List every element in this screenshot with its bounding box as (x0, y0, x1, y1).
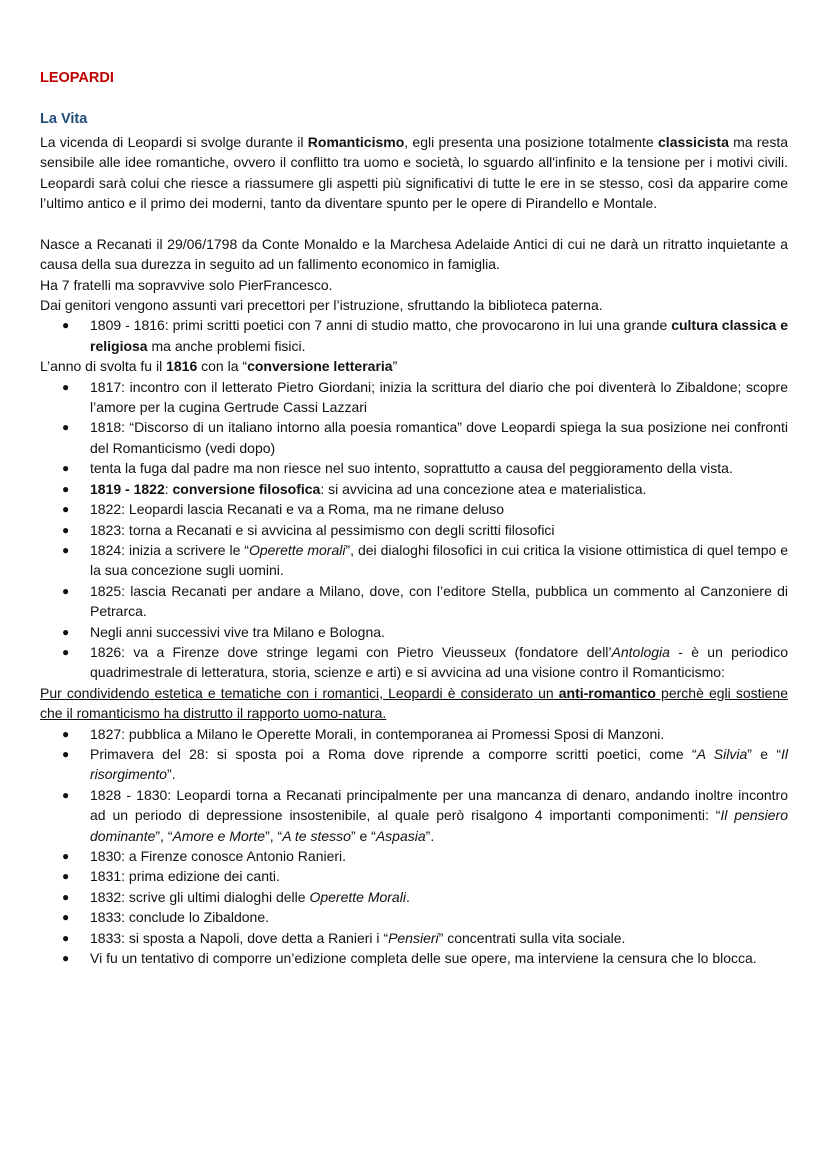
paragraph (40, 275, 788, 295)
text-run: perchè egli sostiene che il romanticismo ha distrutto il rapporto uomo-natura. (40, 684, 788, 722)
text-run: Pur condividendo estetica e tematiche con i romantici, Leopardi è considerato un (40, 684, 559, 701)
list-item (40, 540, 788, 581)
italic-text: A Silvia (696, 745, 748, 762)
bullet-icon: ● (62, 869, 70, 884)
list-item (40, 785, 788, 846)
list-item (40, 622, 788, 642)
text-run: ” e “ (350, 827, 376, 844)
list-item (40, 417, 788, 458)
document-page (40, 68, 788, 968)
list-item (40, 846, 788, 866)
italic-text: Operette Morali (309, 888, 406, 905)
paragraph (40, 234, 788, 275)
bullet-icon: ● (62, 746, 70, 761)
text-run: 1832: scrive gli ultimi dialoghi delle (90, 888, 310, 905)
text-run: 1828 - 1830: Leopardi torna a Recanati principalmente per una mancanza di denaro, andando inoltre incontro ad un periodo di depressione insostenibile, al quale però risalgono 4 importanti componimenti: “ (90, 786, 788, 824)
bullet-icon: ● (62, 502, 70, 517)
text-run: ma anche problemi fisici. (147, 337, 306, 354)
list-item (40, 887, 788, 907)
text-run: ”. (167, 766, 176, 783)
paragraph (40, 683, 788, 724)
bullet-icon: ● (62, 787, 70, 802)
list-item (40, 315, 788, 356)
bold-text: classicista (658, 133, 729, 150)
text-run: 1825: lascia Recanati per andare a Milano, dove, con l’editore Stella, pubblica un commento al Canzoniere di Petrarca. (90, 582, 788, 620)
list-item (40, 642, 788, 683)
bullet-icon: ● (62, 951, 70, 966)
list-item (40, 499, 788, 519)
text-run: 1833: conclude lo Zibaldone. (90, 909, 270, 926)
text-run: Nasce a Recanati il 29/06/1798 da Conte Monaldo e la Marchesa Adelaide Antici di cui ne darà un ritratto inquietante a causa della sua durezza in seguito ad un fallimento economico in famiglia. (40, 235, 788, 273)
bold-text: conversione letteraria (247, 358, 393, 375)
bullet-icon: ● (62, 522, 70, 537)
text-run: ”, “ (155, 827, 173, 844)
italic-text: Il pensiero dominante (90, 807, 789, 844)
text-run: ” concentrati sulla vita sociale. (438, 929, 626, 946)
list-item (40, 458, 788, 478)
bullet-icon: ● (62, 726, 70, 741)
list-item (40, 581, 788, 622)
text-run: La vicenda di Leopardi si svolge durante il (40, 133, 308, 150)
text-run: . (405, 888, 410, 905)
text-run: ” (392, 358, 398, 375)
text-run: Dai genitori vengono assunti vari precettori per l’istruzione, sfruttando la biblioteca paterna. (40, 297, 603, 314)
text-run: 1833: si sposta a Napoli, dove detta a Ranieri i “ (90, 929, 389, 946)
text-run: , egli presenta una posizione totalmente (404, 133, 659, 150)
bullet-icon: ● (62, 644, 70, 659)
bullet-icon: ● (62, 930, 70, 945)
text-run: Ha 7 fratelli ma sopravvive solo PierFrancesco. (40, 276, 333, 293)
document-body (40, 132, 788, 969)
text-run: L’anno di svolta fu il (40, 358, 167, 375)
text-run: 1824: inizia a scrivere le “ (90, 541, 249, 558)
bold-text: conversione filosofica (172, 480, 321, 497)
bullet-icon: ● (62, 481, 70, 496)
text-run: 1831: prima edizione dei canti. (90, 868, 280, 885)
list-item (40, 928, 788, 948)
italic-text: Antologia (611, 643, 670, 660)
list-item (40, 744, 788, 785)
text-run: ”, dei dialoghi filosofici in cui critica la visione ottimistica di quel tempo e la sua concezione sugli uomini. (90, 541, 788, 579)
section-heading: La Vita (40, 111, 88, 128)
bold-text: Romanticismo (307, 133, 405, 150)
text-run: 1830: a Firenze conosce Antonio Ranieri. (90, 848, 347, 865)
list-item (40, 520, 788, 540)
text-run: : si avvicina ad una concezione atea e materialistica. (320, 480, 647, 497)
text-run: tenta la fuga dal padre ma non riesce nel suo intento, soprattutto a causa del peggioramento della vista. (90, 460, 733, 477)
paragraph (40, 132, 788, 214)
bold-text: 1819 - 1822 (90, 480, 165, 497)
bullet-icon: ● (62, 583, 70, 598)
bullet-icon: ● (62, 542, 70, 557)
text-run: ”, “ (265, 827, 283, 844)
bullet-icon: ● (62, 910, 70, 925)
paragraph (40, 356, 788, 376)
list-item (40, 724, 788, 744)
text-run: : (164, 480, 173, 497)
text-run: 1817: incontro con il letterato Pietro Giordani; inizia la scrittura del diario che poi diventerà lo Zibaldone; scopre l’amore per la cugina Gertrude Cassi Lazzari (90, 378, 788, 416)
blank-line (40, 213, 788, 233)
list-item (40, 479, 788, 499)
paragraph (40, 295, 788, 315)
text-run: Vi fu un tentativo di comporre un’edizione completa delle sue opere, ma interviene la censura che lo blocca. (90, 950, 757, 967)
text-run: 1822: Leopardi lascia Recanati e va a Roma, ma ne rimane deluso (90, 501, 505, 518)
text-run: 1809 - 1816: primi scritti poetici con 7 anni di studio matto, che provocarono in lui una grande (90, 317, 672, 334)
bullet-icon: ● (62, 889, 70, 904)
text-run: Primavera del 28: si sposta poi a Roma dove riprende a comporre scritti poetici, come “ (90, 745, 697, 762)
bullet-icon: ● (62, 624, 70, 639)
bold-text: cultura classica e religiosa (90, 317, 788, 354)
list-item (40, 377, 788, 418)
text-run: con la “ (197, 358, 248, 375)
text-run: - è un periodico quadrimestrale di letteratura, storia, scienze e arti) e si avvicina ad una visione contro il Romanticismo: (90, 643, 788, 681)
italic-text: Operette morali (248, 541, 346, 558)
italic-text: A te stesso (282, 827, 351, 844)
italic-text: Amore e Morte (172, 827, 266, 844)
bullet-icon: ● (62, 420, 70, 435)
bold-text: anti-romantico (558, 684, 656, 701)
bold-text: 1816 (166, 358, 198, 375)
bullet-icon: ● (62, 318, 70, 333)
text-run: 1818: “Discorso di un italiano intorno alla poesia romantica” dove Leopardi spiega la sua posizione nei confronti del Romanticismo (vedi dopo) (90, 419, 788, 456)
bullet-icon: ● (62, 379, 70, 394)
italic-text: Pensieri (388, 929, 439, 946)
text-run: 1823: torna a Recanati e si avvicina al pessimismo con degli scritti filosofici (90, 521, 555, 538)
text-run: ” e “ (747, 745, 782, 762)
text-run: ma resta sensibile alle idee romantiche, ovvero il conflitto tra uomo e società, lo sguardo all'infinito e la tensione per i motivi civili. Leopardi sarà colui che riesce a riassumere gli aspetti più significativi di tutte le ere in se stesso, così da apparire come l’ultimo antico e il primo dei moderni, tanto da diventare spunto per le opere di Pirandello e Montale. (40, 133, 788, 212)
italic-text: Il risorgimento (90, 745, 789, 783)
bullet-icon: ● (62, 461, 70, 476)
bullet-icon: ● (62, 849, 70, 864)
list-item (40, 907, 788, 927)
list-item (40, 866, 788, 886)
text-run: 1826: va a Firenze dove stringe legami con Pietro Vieusseux (fondatore dell’ (90, 643, 612, 660)
italic-text: Aspasia (375, 827, 426, 844)
list-item (40, 948, 788, 968)
text-run: Negli anni successivi vive tra Milano e Bologna. (90, 623, 385, 640)
text-run: 1827: pubblica a Milano le Operette Morali, in contemporanea ai Promessi Sposi di Manzoni. (90, 725, 665, 742)
text-run: ”. (425, 827, 435, 844)
document-title: LEOPARDI (40, 70, 114, 86)
